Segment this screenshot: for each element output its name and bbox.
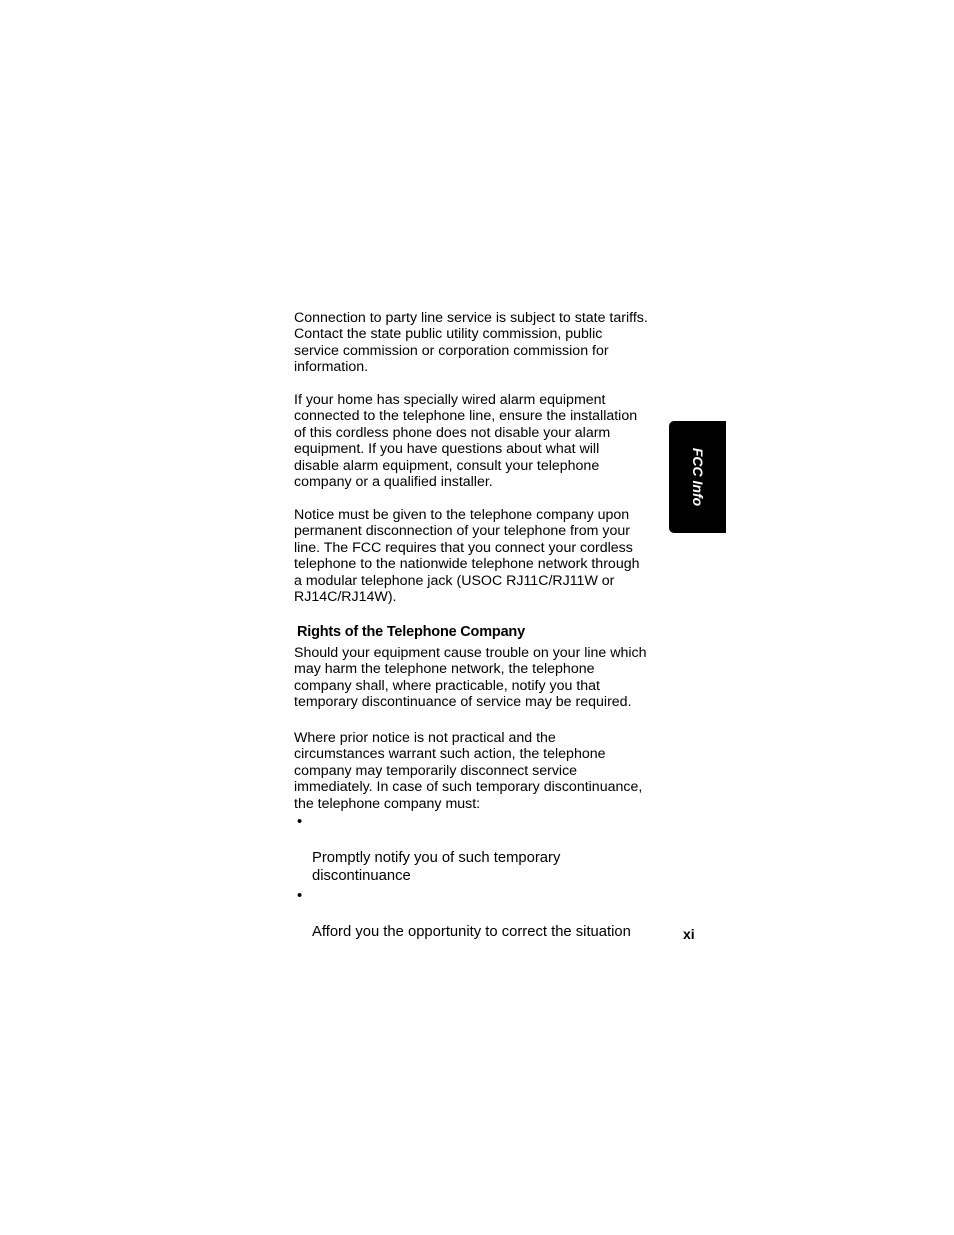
paragraph-disconnection-notice: Notice must be given to the telephone company upon permanent disconnection of your telephone from your line. The FCC requires that you connect your cordless telephone to the nationwide telephone network through a modular telephone jack (USOC RJ11C/RJ11W or RJ14C/RJ14W). <box>294 507 640 606</box>
page-number: xi <box>683 926 695 942</box>
paragraph-equipment-trouble: Should your equipment cause trouble on your line which may harm the telephone network, the telephone company shall, where practicable, notify you that temporary discontinuance of service may be required. <box>294 645 647 711</box>
side-tab-label: FCC Info <box>689 447 706 507</box>
bullet-icon: • <box>297 814 303 830</box>
list-item <box>294 887 664 941</box>
bullet-list <box>294 813 664 943</box>
paragraph-alarm-equipment: If your home has specially wired alarm equipment connected to the telephone line, ensure the installation of this cordless phone does not disable your alarm equipment. If you have questions about what will disable alarm equipment, consult your telephone company or a qualified installer. <box>294 392 638 491</box>
bullet-icon: • <box>297 888 303 904</box>
list-item <box>294 813 664 885</box>
list-item-text: Promptly notify you of such temporary discontinuance <box>312 850 561 884</box>
paragraph-prior-notice: Where prior notice is not practical and the circumstances warrant such action, the telephone company may temporarily disconnect service immediately. In case of such temporary discontinuance, the telephone company must: <box>294 730 643 812</box>
paragraph-party-line: Connection to party line service is subject to state tariffs. Contact the state public utility commission, public service commission or corporation commission for information. <box>294 310 648 376</box>
section-heading: Rights of the Telephone Company <box>297 624 525 640</box>
section-side-tab <box>669 421 726 533</box>
list-item-text: Afford you the opportunity to correct the situation <box>312 924 631 940</box>
